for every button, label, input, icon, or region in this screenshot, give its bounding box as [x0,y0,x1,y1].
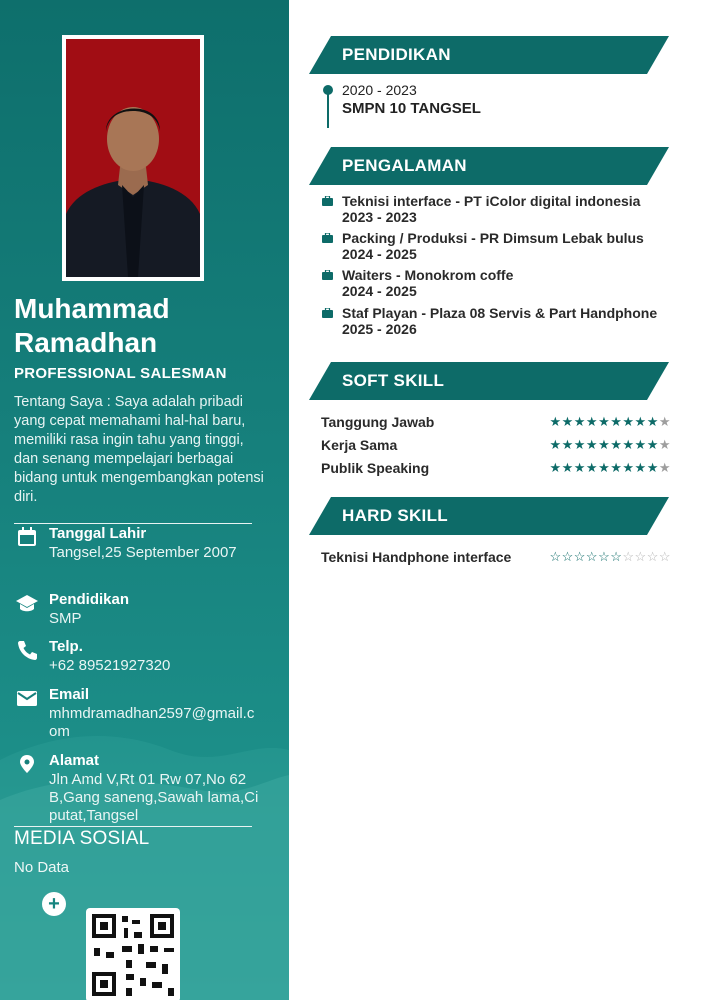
star-filled-icon: ☆ [610,549,623,564]
calendar-icon [16,527,38,547]
star-filled-icon: ★ [646,414,659,429]
star-filled-icon: ★ [610,437,623,452]
address-label: Alamat [49,752,100,769]
star-filled-icon: ★ [549,460,562,475]
star-empty-icon: ★ [658,460,671,475]
star-filled-icon: ☆ [598,549,611,564]
skill-name: Tanggung Jawab [321,414,435,430]
skill-name: Kerja Sama [321,437,398,453]
skill-name: Teknisi Handphone interface [321,549,512,565]
phone-icon [16,640,38,660]
star-filled-icon: ★ [549,414,562,429]
star-filled-icon: ★ [634,437,647,452]
profile-photo [66,39,200,277]
profile-about: Tentang Saya : Saya adalah pribadi yang cepat memahami hal-hal baru, memiliki rasa ingin tahu yang tinggi, dan senang mempelajari berbagai bidang untuk mengembangkan potensi diri. [14,394,264,505]
skill-rating [549,437,671,453]
experience-years: 2024 - 2025 [342,283,417,299]
sidebar-divider [14,523,252,524]
star-empty-icon: ☆ [634,549,647,564]
birth-label: Tanggal Lahir [49,525,147,542]
star-filled-icon: ☆ [561,549,574,564]
add-social-button[interactable]: + [42,892,66,916]
education-school: SMPN 10 TANGSEL [342,100,481,117]
star-empty-icon: ☆ [658,549,671,564]
graduation-cap-icon [16,593,38,613]
star-filled-icon: ★ [598,437,611,452]
experience-title: Staf Playan - Plaza 08 Servis & Part Handphone [342,305,658,321]
star-filled-icon: ★ [585,437,599,452]
star-filled-icon: ★ [634,460,647,475]
star-filled-icon: ★ [585,460,599,475]
education-label: Pendidikan [49,591,130,608]
experience-title: Teknisi interface - PT iColor digital indonesia [342,193,641,209]
star-filled-icon: ☆ [549,549,562,564]
star-filled-icon: ★ [561,414,574,429]
star-filled-icon: ★ [634,414,647,429]
email-label: Email [49,686,90,703]
soft-skill-row [321,414,671,434]
star-filled-icon: ☆ [573,549,586,564]
sidebar [0,0,289,1000]
star-filled-icon: ★ [622,414,635,429]
star-empty-icon: ☆ [646,549,659,564]
section-banner-education [309,36,669,74]
profile-name-line1: Muhammad [14,293,170,324]
star-filled-icon: ★ [622,437,635,452]
profile-name-line2: Ramadhan [14,327,158,358]
address-value: Jln Amd V,Rt 01 Rw 07,No 62B,Gang saneng,Sawah lama,Ciputat,Tangsel [49,771,259,824]
phone-value: +62 89521927320 [49,657,171,674]
star-filled-icon: ★ [573,460,586,475]
skill-name: Publik Speaking [321,460,430,476]
star-filled-icon: ★ [622,460,635,475]
media-title: MEDIA SOSIAL [14,828,150,849]
star-empty-icon: ☆ [622,549,635,564]
skill-rating [549,414,671,430]
soft-skill-row [321,460,671,480]
education-value: SMP [49,610,82,627]
media-value: No Data [14,859,70,876]
experience-title: Waiters - Monokrom coffe [342,267,514,283]
star-filled-icon: ☆ [585,549,599,564]
soft-skill-row [321,437,671,457]
skill-rating [549,460,671,476]
star-filled-icon: ★ [561,460,574,475]
timeline-line [327,92,329,128]
skill-rating [549,549,671,565]
profile-photo-frame [62,35,204,281]
phone-label: Telp. [49,638,83,655]
star-filled-icon: ★ [598,460,611,475]
location-pin-icon [16,754,38,774]
profile-role: PROFESSIONAL SALESMAN [14,365,227,382]
hard-skill-row [321,549,671,569]
experience-title: Packing / Produksi - PR Dimsum Lebak bulus [342,230,644,246]
mail-icon [16,688,38,708]
star-empty-icon: ★ [658,437,671,452]
star-filled-icon: ★ [573,414,586,429]
sidebar-divider [14,826,252,827]
education-years: 2020 - 2023 [342,82,417,98]
experience-years: 2023 - 2023 [342,209,417,225]
section-title-education: PENDIDIKAN [342,45,451,64]
star-filled-icon: ★ [610,460,623,475]
section-title-soft-skill: SOFT SKILL [342,371,445,390]
section-title-experience: PENGALAMAN [342,156,467,175]
section-banner-experience [309,147,669,185]
briefcase-icon [322,270,333,280]
star-empty-icon: ★ [658,414,671,429]
email-value: mhmdramadhan2597@gmail.com [49,705,255,740]
experience-years: 2024 - 2025 [342,246,417,262]
section-banner-soft-skill [309,362,669,400]
star-filled-icon: ★ [585,414,599,429]
star-filled-icon: ★ [561,437,574,452]
star-filled-icon: ★ [598,414,611,429]
profile-name [14,292,274,360]
section-title-hard-skill: HARD SKILL [342,506,448,525]
briefcase-icon [322,196,333,206]
section-banner-hard-skill [309,497,669,535]
qr-code [86,908,180,1000]
briefcase-icon [322,233,333,243]
star-filled-icon: ★ [573,437,586,452]
experience-years: 2025 - 2026 [342,321,417,337]
star-filled-icon: ★ [646,437,659,452]
briefcase-icon [322,308,333,318]
birth-value: Tangsel,25 September 2007 [49,544,237,561]
star-filled-icon: ★ [549,437,562,452]
star-filled-icon: ★ [646,460,659,475]
star-filled-icon: ★ [610,414,623,429]
